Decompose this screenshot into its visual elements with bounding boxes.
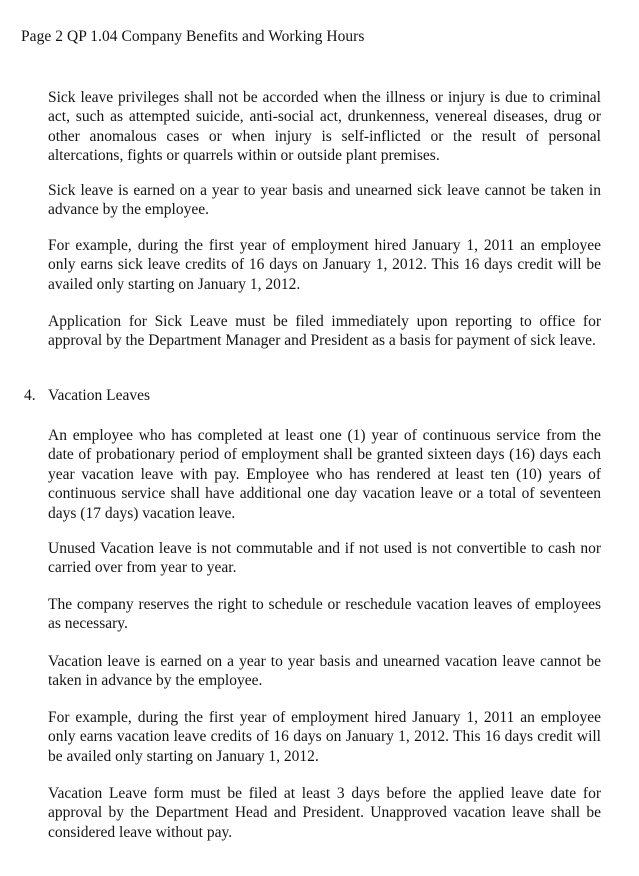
paragraph-sick-leave-application: Application for Sick Leave must be filed immediately upon reporting to office for approval by the Department Manager and President as a basis for payment of sick leave. [48, 313, 601, 350]
paragraph-sick-leave-exclusions: Sick leave privileges shall not be accorded when the illness or injury is due to criminal act, such as attempted suicide, anti-social act, drunkenness, venereal diseases, drug or other anomalous cases or when injury is self-inflicted or the result of personal altercations, fights or quarrels within or outside plant premises. [48, 89, 601, 165]
paragraph-sick-leave-example: For example, during the first year of employment hired January 1, 2011 an employee only earns sick leave credits of 16 days on January 1, 2012. This 16 days credit will be availed only starting on January 1, 2012. [48, 237, 601, 293]
paragraph-vacation-form: Vacation Leave form must be filed at least 3 days before the applied leave date for approval by the Department Head and President. Unapproved vacation leave shall be considered leave without pay. [48, 785, 601, 841]
paragraph-sick-leave-basis: Sick leave is earned on a year to year basis and unearned sick leave cannot be taken in advance by the employee. [48, 182, 601, 219]
paragraph-vacation-scheduling: The company reserves the right to schedule or reschedule vacation leaves of employees as necessary. [48, 596, 601, 633]
page-header: Page 2 QP 1.04 Company Benefits and Working Hours [21, 28, 365, 45]
section-heading-vacation-leaves [24, 386, 150, 405]
paragraph-vacation-example: For example, during the first year of employment hired January 1, 2011 an employee only earns vacation leave credits of 16 days on January 1, 2012. This 16 days credit will be availed only starting on January 1, 2012. [48, 709, 601, 765]
paragraph-vacation-unused: Unused Vacation leave is not commutable and if not used is not convertible to cash nor carried over from year to year. [48, 540, 601, 577]
paragraph-vacation-basis: Vacation leave is earned on a year to year basis and unearned vacation leave cannot be taken in advance by the employee. [48, 653, 601, 690]
paragraph-vacation-entitlement: An employee who has completed at least one (1) year of continuous service from the date of probationary period of employment shall be granted sixteen days (16) days each year vacation leave with pay. Employee who has rendered at least ten (10) years of continuous service shall have additional one day vacation leave or a total of seventeen days (17 days) vacation leave. [48, 427, 601, 522]
section-number: 4. [24, 387, 36, 404]
section-title: Vacation Leaves [48, 387, 150, 404]
